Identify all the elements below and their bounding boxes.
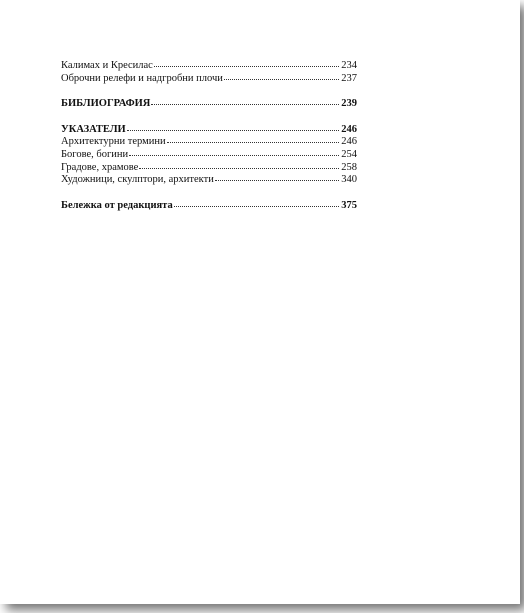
toc-entry-label: УКАЗАТЕЛИ [61, 123, 126, 135]
leader-dots [224, 70, 339, 80]
toc-entry-reliefs[interactable] [61, 71, 357, 84]
toc-entry-label: Архитектурни термини [61, 136, 166, 148]
leader-dots [129, 146, 339, 156]
toc-entry-page: 258 [341, 161, 357, 173]
toc-entry-label: Оброчни релефи и надгробни плочи [61, 72, 223, 84]
toc-entry-page: 375 [341, 199, 357, 211]
toc-entry-label: БИБЛИОГРАФИЯ [61, 98, 151, 110]
leader-dots [167, 133, 340, 143]
toc-entry-bibliography[interactable] [61, 96, 357, 109]
leader-dots [127, 121, 340, 131]
table-of-contents [61, 58, 357, 210]
toc-entry-page: 246 [341, 136, 357, 148]
toc-entry-editorial-note[interactable] [61, 198, 357, 211]
toc-entry-label: Богове, богини [61, 148, 129, 160]
toc-entry-label: Калимах и Кресилас [61, 60, 153, 71]
leader-dots [174, 197, 340, 207]
leader-dots [151, 95, 339, 105]
toc-entry-artists[interactable] [61, 172, 357, 185]
leader-dots [215, 171, 339, 181]
toc-entry-page: 246 [341, 123, 357, 135]
toc-entry-page: 254 [341, 148, 357, 160]
leader-dots [154, 57, 339, 67]
toc-entry-label: Градове, храмове [61, 161, 139, 173]
toc-entry-label: Художници, скулптори, архитекти [61, 174, 214, 186]
toc-entry-page: 237 [341, 72, 357, 84]
toc-entry-label: Бележка от редакцията [61, 199, 173, 211]
toc-entry-page: 340 [341, 174, 357, 186]
toc-entry-page: 234 [341, 60, 357, 71]
toc-entry-page: 239 [341, 98, 357, 110]
leader-dots [139, 159, 339, 169]
